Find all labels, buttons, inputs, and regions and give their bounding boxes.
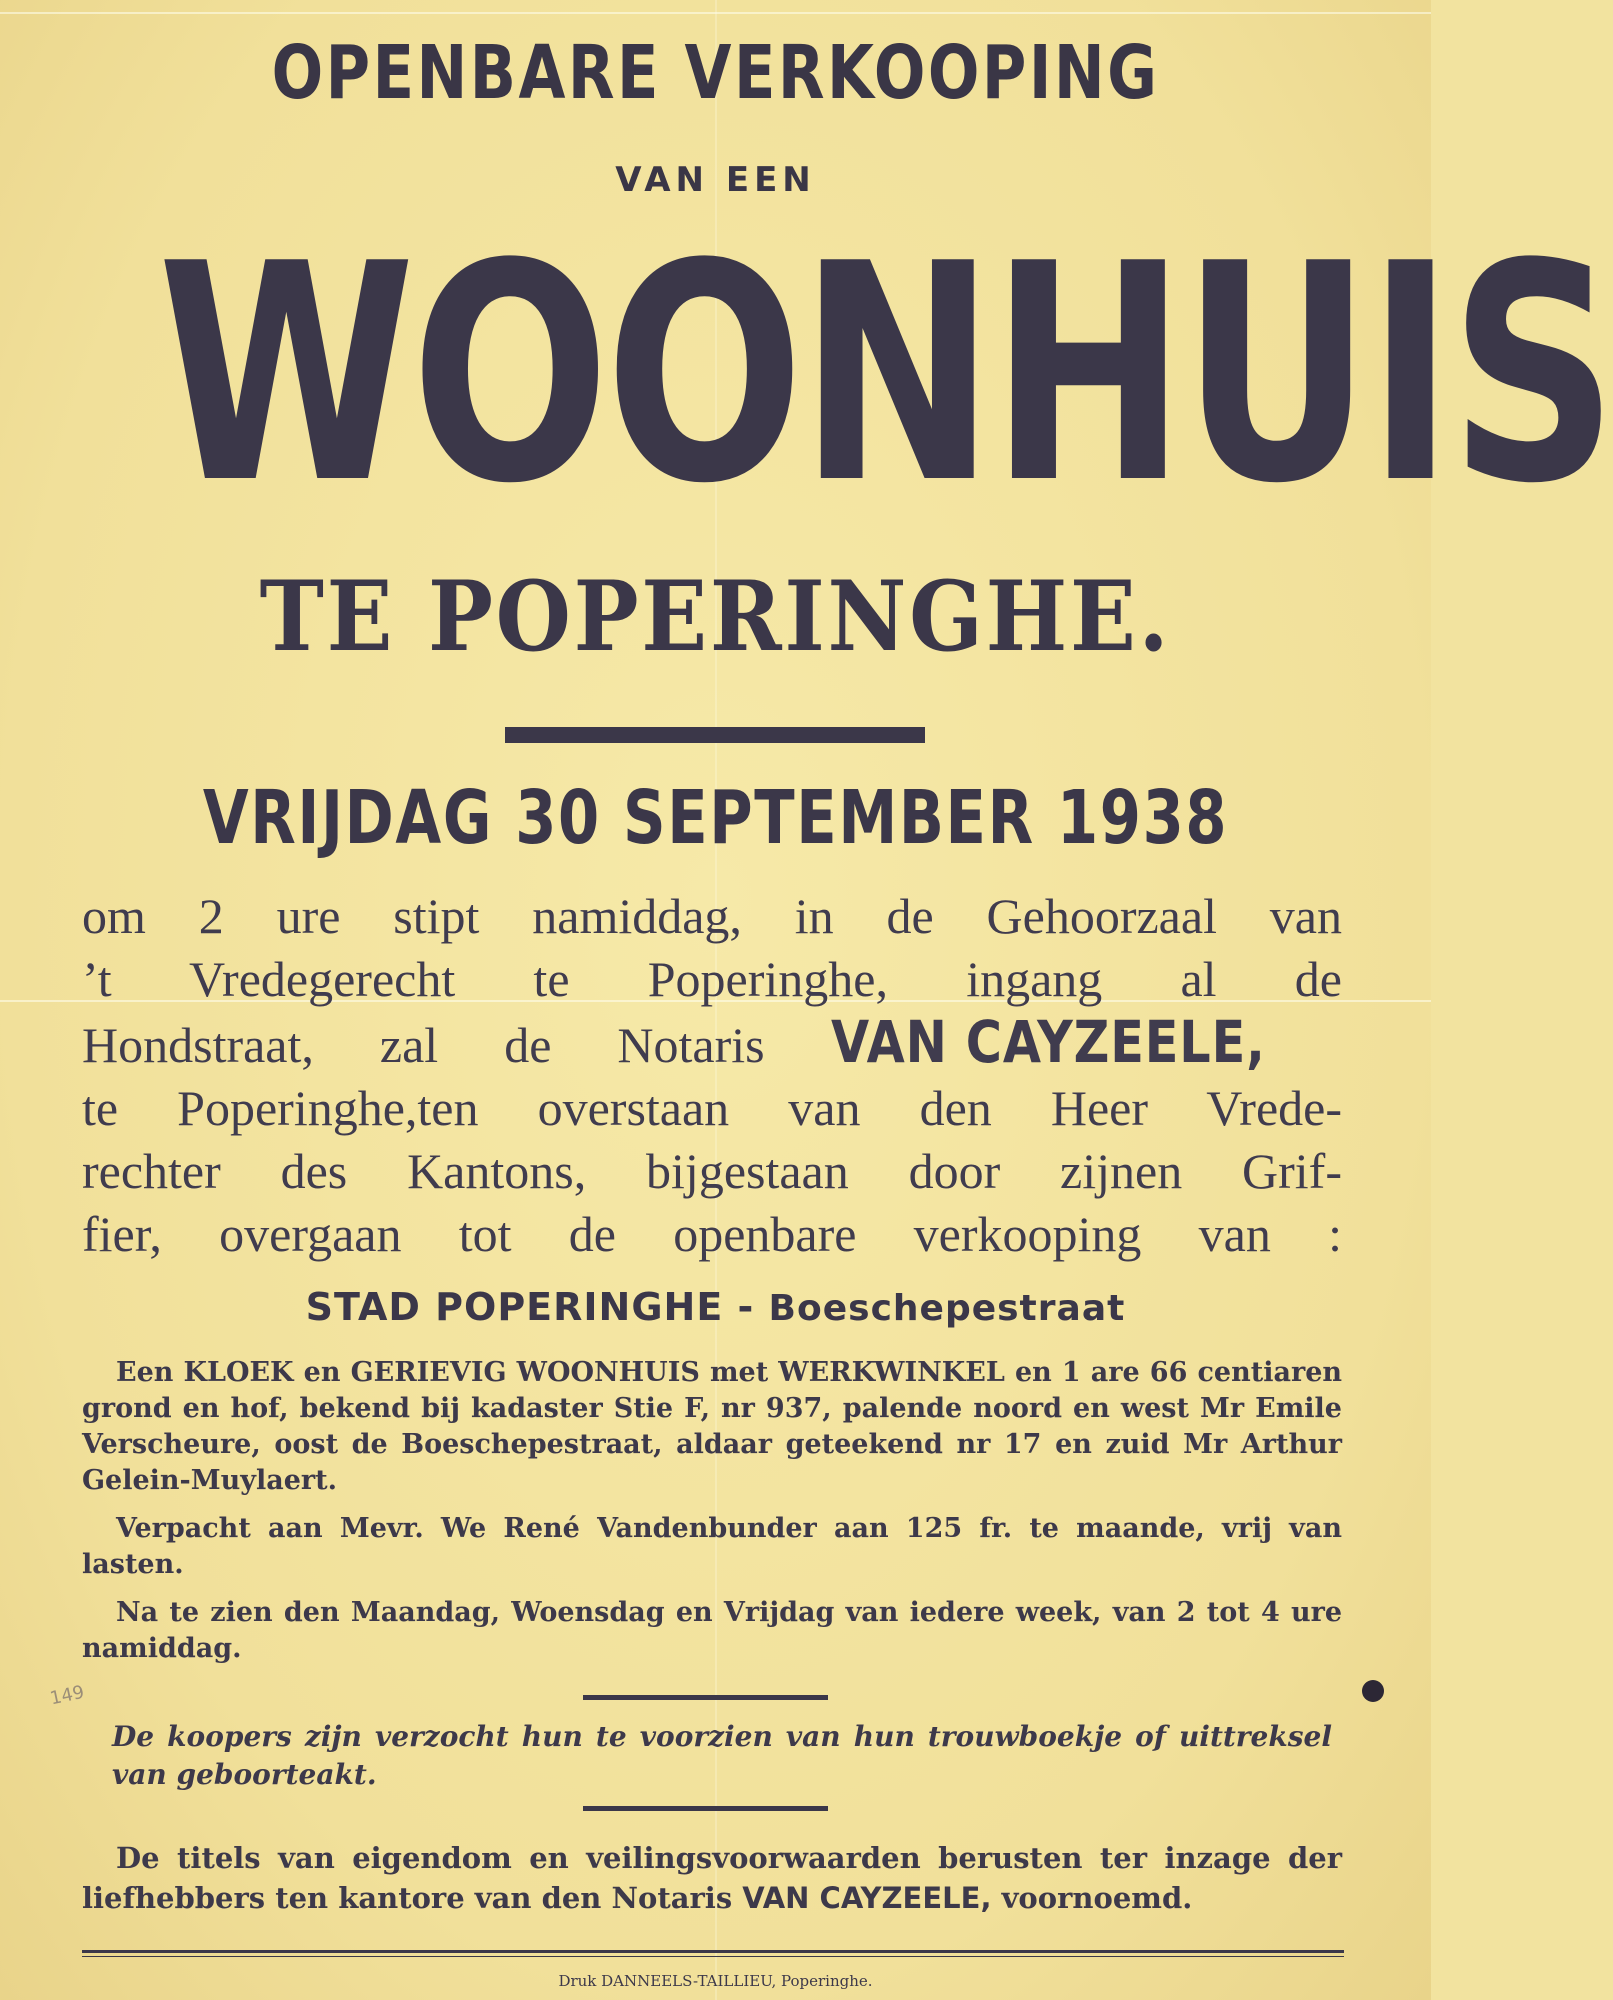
titles-text: De titels van eigendom en veilingsvoorwaarden berusten ter inzage der liefhebbers ten kantore van den Notaris — [82, 1841, 1342, 1915]
announcement-text — [82, 885, 1342, 1266]
location: TE POPERINGHE. — [259, 560, 1172, 673]
lease-info: Verpacht aan Mevr. We René Vandenbunder aan 125 fr. te maande, vrij van lasten. — [82, 1513, 1342, 1580]
viewing-info: Na te zien den Maandag, Woensdag en Vrijdag van iedere week, van 2 tot 4 ure namiddag. — [82, 1597, 1342, 1664]
titles-notary: VAN CAYZEELE, — [742, 1881, 992, 1915]
printer-credit: Druk DANNEELS-TAILLIEU, Poperinghe. — [558, 1972, 873, 1990]
lot-street: Boeschepestraat — [768, 1288, 1126, 1329]
divider — [505, 727, 925, 743]
buyers-notice: De koopers zijn verzocht hun te voorzien van hun trouwboekje of uittreksel van geboorteakt. — [112, 1720, 1332, 1791]
pencil-note: 149 — [48, 1681, 87, 1710]
title: WOONHUIS — [157, 200, 1613, 549]
footer-rule — [82, 1950, 1344, 1953]
titles-notice — [82, 1838, 1342, 1918]
property-description: Een KLOEK en GERIEVIG WOONHUIS met WERKWINKEL en 1 are 66 centiaren grond en hof, bekend bij kadaster Stie F, nr 937, palende noord en west Mr Emile Verscheure, oost de Boeschepestraat, aldaar geteekend nr 17 en zuid Mr Arthur Gelein-Muylaert. — [82, 1357, 1342, 1496]
body-line: rechter des Kantons, bijgestaan door zijnen Grif- — [82, 1143, 1342, 1199]
heading: OPENBARE VERKOOPING — [271, 30, 1160, 116]
footer-rule — [82, 1956, 1344, 1957]
lot-city: STAD POPERINGHE — [305, 1285, 724, 1329]
lot-heading — [0, 1285, 1431, 1329]
body-line: om 2 ure stipt namiddag, in de Gehoorzaal van — [82, 888, 1342, 944]
ink-stain — [1362, 1680, 1384, 1702]
divider — [583, 1806, 828, 1811]
lot-description — [82, 1355, 1342, 1679]
body-line-start: Hondstraat, zal de Notaris — [82, 1017, 765, 1073]
body-line: ’t Vredegerecht te Poperinghe, ingang al de — [82, 951, 1342, 1007]
body-line: te Poperinghe,ten overstaan van den Heer Vrede- — [82, 1080, 1342, 1136]
body-line — [82, 1008, 1342, 1077]
body-line: fier, overgaan tot de openbare verkooping van : — [82, 1206, 1342, 1262]
titles-end: voornoemd. — [1001, 1881, 1193, 1915]
notary-name: VAN CAYZEELE, — [830, 1008, 1266, 1076]
sale-date: VRIJDAG 30 SEPTEMBER 1938 — [202, 775, 1229, 861]
divider — [583, 1695, 828, 1700]
subheading: VAN EEN — [615, 160, 816, 200]
lot-separator: - — [737, 1285, 755, 1329]
